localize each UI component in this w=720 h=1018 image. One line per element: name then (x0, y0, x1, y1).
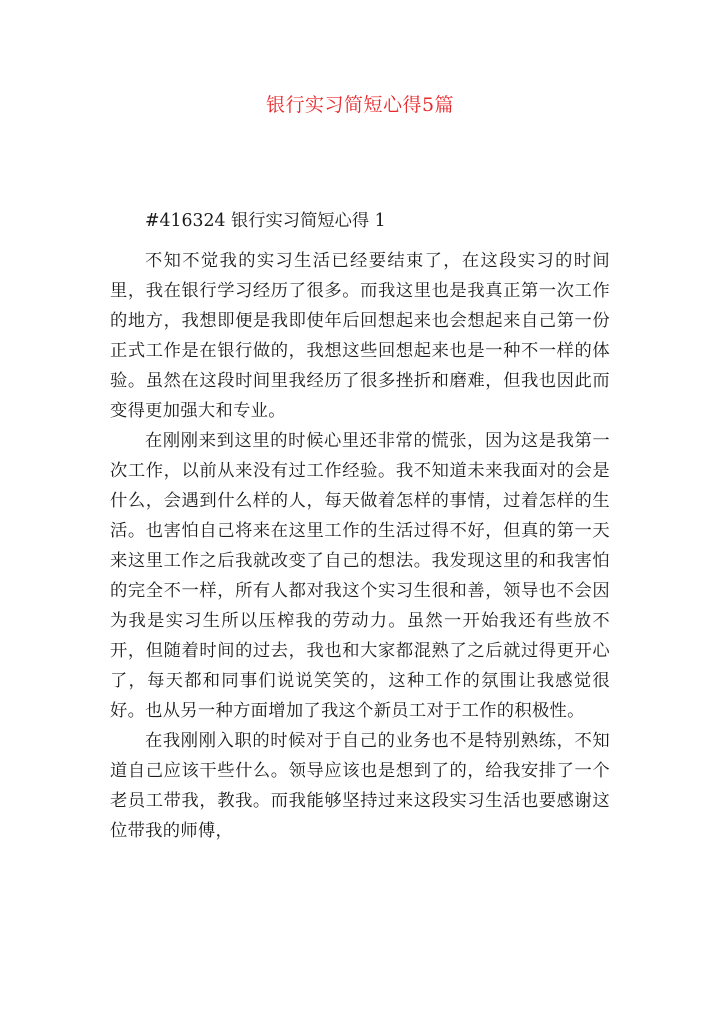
document-body (110, 206, 610, 846)
paragraph-3: 在我刚刚入职的时候对于自己的业务也不是特别熟练，不知道自己应该干些什么。领导应该也是想到了的，给我安排了一个老员工带我，教我。而我能够坚持过来这段实习生活也要感谢这位带我的师傅， (110, 731, 610, 841)
document-title: 银行实习简短心得5篇 (265, 94, 455, 116)
section-heading: #416324 银行实习简短心得 1 (145, 211, 386, 231)
paragraph-2: 在刚刚来到这里的时候心里还非常的慌张，因为这是我第一次工作，以前从来没有过工作经验。我不知道未来我面对的会是什么，会遇到什么样的人，每天做着怎样的事情，过着怎样的生活。也害怕自己将来在这里工作的生活过得不好，但真的第一天来这里工作之后我就改变了自己的想法。我发现这里的和我害怕的完全不一样，所有人都对我这个实习生很和善，领导也不会因为我是实习生所以压榨我的劳动力。虽然一开始我还有些放不开，但随着时间的过去，我也和大家都混熟了之后就过得更开心了，每天都和同事们说说笑笑的，这种工作的氛围让我感觉很好。也从另一种方面增加了我这个新员工对于工作的积极性。 (110, 431, 610, 721)
paragraph-1: 不知不觉我的实习生活已经要结束了，在这段实习的时间里，我在银行学习经历了很多。而我这里也是我真正第一次工作的地方，我想即便是我即使年后回想起来也会想起来自己第一份正式工作是在银行做的，我想这些回想起来也是一种不一样的体验。虽然在这段时间里我经历了很多挫折和磨难，但我也因此而变得更加强大和专业。 (110, 251, 610, 421)
